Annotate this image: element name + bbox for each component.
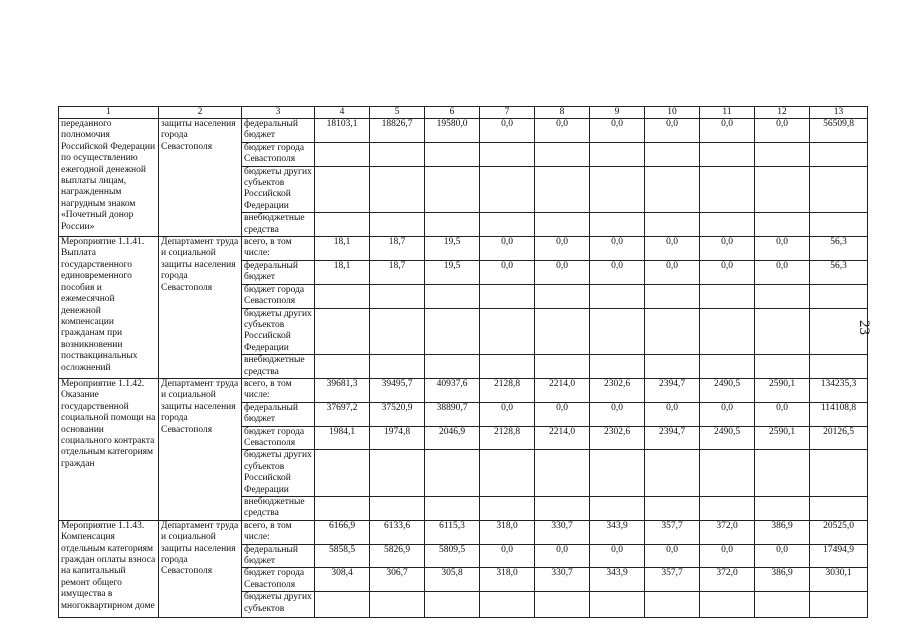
value-cell [645, 213, 700, 237]
value-cell: 5826,9 [370, 544, 425, 568]
value-cell: 305,8 [425, 568, 480, 592]
value-cell [645, 592, 700, 618]
value-cell [370, 284, 425, 308]
value-cell: 18103,1 [315, 119, 370, 143]
value-cell: 2490,5 [700, 378, 755, 402]
value-cell [315, 497, 370, 521]
value-cell: 0,0 [590, 119, 645, 143]
value-cell: 0,0 [755, 237, 810, 261]
value-cell: 0,0 [480, 260, 535, 284]
value-cell: 2214,0 [535, 426, 590, 450]
value-cell: 386,9 [755, 568, 810, 592]
value-cell [535, 142, 590, 166]
value-cell: 0,0 [590, 260, 645, 284]
value-cell: 0,0 [700, 237, 755, 261]
value-cell: 0,0 [480, 237, 535, 261]
value-cell [425, 213, 480, 237]
executor-cell: Департамент труда и социальной защиты населения города Севастополя [159, 237, 242, 379]
header-row [59, 107, 868, 119]
value-cell [810, 284, 868, 308]
value-cell [700, 284, 755, 308]
value-cell: 19580,0 [425, 119, 480, 143]
value-cell [590, 450, 645, 497]
value-cell: 114108,8 [810, 402, 868, 426]
value-cell: 0,0 [645, 237, 700, 261]
measure-cell: Мероприятие 1.1.41. Выплата государственного единовременного пособия и ежемесячной денежной компенсации гражданам при возникновении поствакцинальных осложнений [59, 237, 159, 379]
value-cell [700, 355, 755, 379]
value-cell [590, 592, 645, 618]
value-cell: 6133,6 [370, 520, 425, 544]
value-cell [755, 213, 810, 237]
value-cell [425, 355, 480, 379]
funding-source-cell: внебюджетные средства [242, 213, 315, 237]
value-cell [700, 142, 755, 166]
value-cell [700, 497, 755, 521]
value-cell [370, 308, 425, 355]
value-cell [370, 592, 425, 618]
value-cell [590, 166, 645, 213]
value-cell [480, 284, 535, 308]
executor-cell: Департамент труда и социальной защиты населения города Севастополя [159, 520, 242, 617]
value-cell: 134235,3 [810, 378, 868, 402]
value-cell [535, 284, 590, 308]
value-cell: 0,0 [645, 260, 700, 284]
value-cell: 0,0 [535, 119, 590, 143]
funding-source-cell: бюджет города Севастополя [242, 142, 315, 166]
value-cell: 0,0 [535, 402, 590, 426]
value-cell: 372,0 [700, 568, 755, 592]
value-cell: 357,7 [645, 520, 700, 544]
funding-source-cell: федеральный бюджет [242, 544, 315, 568]
value-cell: 19,5 [425, 260, 480, 284]
value-cell: 0,0 [590, 402, 645, 426]
column-header: 7 [480, 107, 535, 119]
value-cell: 5858,5 [315, 544, 370, 568]
value-cell: 386,9 [755, 520, 810, 544]
value-cell: 343,9 [590, 568, 645, 592]
value-cell [425, 497, 480, 521]
value-cell [590, 355, 645, 379]
value-cell: 306,7 [370, 568, 425, 592]
value-cell [480, 355, 535, 379]
value-cell [370, 497, 425, 521]
value-cell [755, 450, 810, 497]
value-cell [370, 213, 425, 237]
value-cell: 0,0 [590, 544, 645, 568]
budget-table-sheet [58, 106, 868, 618]
value-cell: 6115,3 [425, 520, 480, 544]
value-cell [535, 213, 590, 237]
value-cell: 357,7 [645, 568, 700, 592]
funding-source-cell: бюджеты других субъектов Российской Федерации [242, 166, 315, 213]
value-cell [480, 213, 535, 237]
value-cell: 40937,6 [425, 378, 480, 402]
value-cell: 18,7 [370, 260, 425, 284]
value-cell: 0,0 [700, 119, 755, 143]
value-cell [755, 308, 810, 355]
value-cell [810, 592, 868, 618]
value-cell [535, 166, 590, 213]
value-cell: 0,0 [645, 119, 700, 143]
value-cell: 2590,1 [755, 378, 810, 402]
value-cell [700, 592, 755, 618]
value-cell [370, 142, 425, 166]
value-cell: 18826,7 [370, 119, 425, 143]
value-cell [425, 284, 480, 308]
value-cell [315, 284, 370, 308]
column-header: 8 [535, 107, 590, 119]
value-cell [370, 166, 425, 213]
funding-source-cell: внебюджетные средства [242, 497, 315, 521]
value-cell: 308,4 [315, 568, 370, 592]
value-cell: 372,0 [700, 520, 755, 544]
value-cell [425, 592, 480, 618]
value-cell [700, 450, 755, 497]
value-cell: 20126,5 [810, 426, 868, 450]
column-header: 6 [425, 107, 480, 119]
funding-source-cell: всего, в том числе: [242, 520, 315, 544]
value-cell: 0,0 [700, 402, 755, 426]
value-cell: 3030,1 [810, 568, 868, 592]
value-cell [590, 142, 645, 166]
value-cell: 1984,1 [315, 426, 370, 450]
value-cell [755, 592, 810, 618]
value-cell: 20525,0 [810, 520, 868, 544]
funding-source-cell: федеральный бюджет [242, 119, 315, 143]
funding-source-cell: бюджет города Севастополя [242, 568, 315, 592]
value-cell [480, 308, 535, 355]
value-cell: 18,7 [370, 237, 425, 261]
value-cell [315, 355, 370, 379]
value-cell: 39495,7 [370, 378, 425, 402]
value-cell: 2046,9 [425, 426, 480, 450]
funding-source-cell: федеральный бюджет [242, 402, 315, 426]
value-cell [810, 355, 868, 379]
value-cell [590, 308, 645, 355]
value-cell [480, 142, 535, 166]
value-cell [315, 142, 370, 166]
column-header: 3 [242, 107, 315, 119]
funding-source-cell: всего, в том числе: [242, 378, 315, 402]
value-cell: 39681,3 [315, 378, 370, 402]
value-cell: 0,0 [535, 237, 590, 261]
value-cell: 0,0 [755, 402, 810, 426]
value-cell: 2214,0 [535, 378, 590, 402]
column-header: 4 [315, 107, 370, 119]
table-row [59, 237, 868, 261]
value-cell: 343,9 [590, 520, 645, 544]
value-cell [700, 166, 755, 213]
value-cell [480, 497, 535, 521]
value-cell: 5809,5 [425, 544, 480, 568]
funding-source-cell: бюджеты других субъектов Российской Федерации [242, 450, 315, 497]
executor-cell: защиты населения города Севастополя [159, 119, 242, 237]
value-cell: 18,1 [315, 237, 370, 261]
value-cell [810, 497, 868, 521]
value-cell [590, 284, 645, 308]
measure-cell: Мероприятие 1.1.42. Оказание государственной социальной помощи на основании социального контракта отдельным категориям граждан [59, 378, 159, 520]
value-cell: 0,0 [645, 544, 700, 568]
value-cell [810, 450, 868, 497]
value-cell [315, 592, 370, 618]
value-cell [645, 166, 700, 213]
column-header: 5 [370, 107, 425, 119]
value-cell: 318,0 [480, 520, 535, 544]
value-cell [535, 450, 590, 497]
executor-cell: Департамент труда и социальной защиты населения города Севастополя [159, 378, 242, 520]
value-cell [810, 142, 868, 166]
value-cell [755, 142, 810, 166]
value-cell [315, 308, 370, 355]
value-cell [425, 450, 480, 497]
value-cell [535, 497, 590, 521]
value-cell: 1974,8 [370, 426, 425, 450]
value-cell: 0,0 [590, 237, 645, 261]
value-cell: 0,0 [700, 544, 755, 568]
value-cell [590, 213, 645, 237]
funding-source-cell: бюджеты других субъектов Российской Федерации [242, 308, 315, 355]
value-cell: 17494,9 [810, 544, 868, 568]
value-cell [645, 450, 700, 497]
funding-source-cell: внебюджетные средства [242, 355, 315, 379]
value-cell: 38890,7 [425, 402, 480, 426]
value-cell [810, 213, 868, 237]
value-cell [700, 213, 755, 237]
column-header: 1 [59, 107, 159, 119]
value-cell [370, 450, 425, 497]
column-header: 9 [590, 107, 645, 119]
value-cell: 318,0 [480, 568, 535, 592]
funding-source-cell: бюджеты других субъектов [242, 592, 315, 618]
column-header: 11 [700, 107, 755, 119]
value-cell: 330,7 [535, 520, 590, 544]
value-cell: 0,0 [480, 402, 535, 426]
value-cell [480, 166, 535, 213]
column-header: 10 [645, 107, 700, 119]
table-body [59, 107, 868, 618]
funding-source-cell: бюджет города Севастополя [242, 284, 315, 308]
value-cell [645, 284, 700, 308]
value-cell [755, 355, 810, 379]
funding-source-cell: федеральный бюджет [242, 260, 315, 284]
value-cell: 6166,9 [315, 520, 370, 544]
value-cell [315, 166, 370, 213]
value-cell: 0,0 [700, 260, 755, 284]
value-cell [755, 166, 810, 213]
column-header: 2 [159, 107, 242, 119]
value-cell [810, 166, 868, 213]
value-cell: 0,0 [535, 544, 590, 568]
value-cell [425, 308, 480, 355]
value-cell [755, 497, 810, 521]
value-cell [425, 166, 480, 213]
value-cell [700, 308, 755, 355]
value-cell: 0,0 [535, 260, 590, 284]
value-cell: 19,5 [425, 237, 480, 261]
table-row [59, 119, 868, 143]
value-cell: 56,3 [810, 260, 868, 284]
value-cell: 18,1 [315, 260, 370, 284]
value-cell: 2490,5 [700, 426, 755, 450]
measure-cell: Мероприятие 1.1.43. Компенсация отдельным категориям граждан оплаты взноса на капитальный ремонт общего имущества в многоквартирном доме [59, 520, 159, 617]
value-cell: 2394,7 [645, 378, 700, 402]
page-number: 23 [856, 320, 872, 335]
funding-source-cell: всего, в том числе: [242, 237, 315, 261]
value-cell [645, 308, 700, 355]
value-cell [535, 308, 590, 355]
value-cell [480, 592, 535, 618]
value-cell [425, 142, 480, 166]
value-cell: 2394,7 [645, 426, 700, 450]
table-row [59, 378, 868, 402]
value-cell: 2128,8 [480, 426, 535, 450]
value-cell [590, 497, 645, 521]
value-cell: 56,3 [810, 237, 868, 261]
value-cell [535, 592, 590, 618]
column-header: 13 [810, 107, 868, 119]
value-cell: 0,0 [755, 260, 810, 284]
value-cell: 2302,6 [590, 378, 645, 402]
value-cell [535, 355, 590, 379]
budget-table [58, 106, 868, 618]
measure-cell: переданного полномочия Российской Федерации по осуществлению ежегодной денежной выплаты лицам, награжденным нагрудным знаком «Почетный донор России» [59, 119, 159, 237]
funding-source-cell: бюджет города Севастополя [242, 426, 315, 450]
value-cell: 0,0 [755, 544, 810, 568]
value-cell: 330,7 [535, 568, 590, 592]
value-cell: 56509,8 [810, 119, 868, 143]
value-cell [645, 497, 700, 521]
table-row [59, 520, 868, 544]
value-cell [755, 284, 810, 308]
value-cell: 2590,1 [755, 426, 810, 450]
value-cell: 0,0 [480, 544, 535, 568]
value-cell [315, 213, 370, 237]
value-cell: 0,0 [755, 119, 810, 143]
value-cell [315, 450, 370, 497]
column-header: 12 [755, 107, 810, 119]
value-cell: 0,0 [645, 402, 700, 426]
value-cell: 37520,9 [370, 402, 425, 426]
value-cell: 0,0 [480, 119, 535, 143]
value-cell [645, 355, 700, 379]
value-cell [645, 142, 700, 166]
value-cell [370, 355, 425, 379]
value-cell: 37697,2 [315, 402, 370, 426]
value-cell: 2302,6 [590, 426, 645, 450]
value-cell [480, 450, 535, 497]
value-cell: 2128,8 [480, 378, 535, 402]
